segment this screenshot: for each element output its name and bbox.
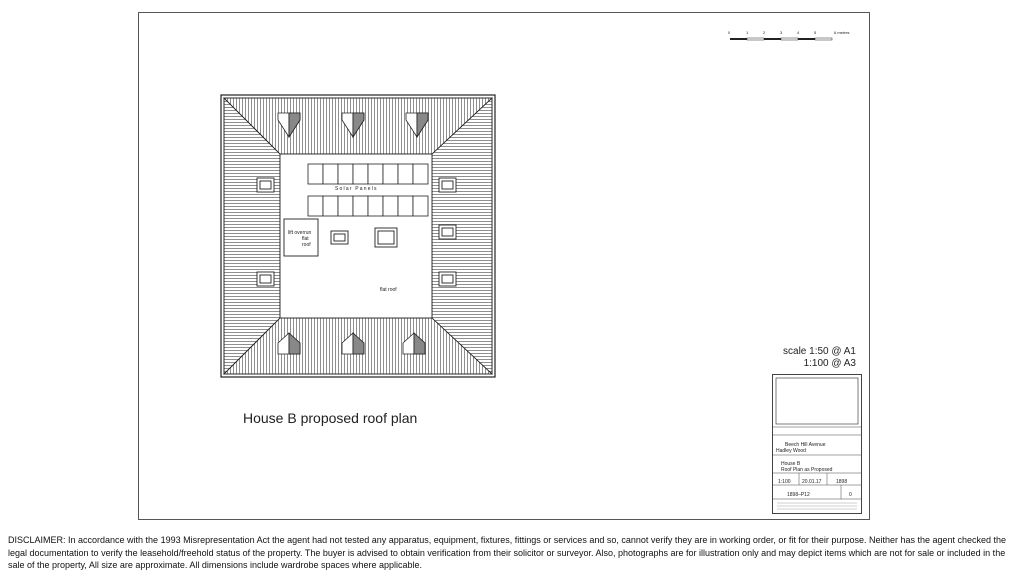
scale-bar [728,34,838,46]
scale-note-a3: 1:100 @ A3 [803,358,856,369]
rooflight-right-2 [439,225,456,239]
scalebar-unit: 6 metres [834,30,850,35]
drawing-line-1: House B [781,461,801,467]
lift-overrun [284,219,318,256]
rooflight-centre-2 [375,228,397,247]
lift-roof-label: roof [302,242,311,248]
project-line-2: Hadley Wood [776,448,806,454]
scalebar-tick-2: 2 [763,30,766,35]
rooflight-left-1 [257,178,274,192]
drawing-title: House B proposed roof plan [243,410,418,426]
drawing-number-value: 1898–P12 [787,492,810,498]
title-block [772,374,862,514]
rooflight-right-1 [439,178,456,192]
date-value: 20.01.17 [802,479,822,485]
lift-overrun-label: lift overrun [288,230,312,236]
project-line-1: Beech Hill Avenue [785,442,826,448]
scalebar-tick-3: 3 [780,30,783,35]
scalebar-tick-0: 0 [728,30,731,35]
solar-panels-lower [308,196,428,216]
flat-roof-label: flat roof [380,287,397,293]
job-value: 1898 [836,479,848,485]
revision-value: 0 [849,492,852,498]
rooflight-right-3 [439,272,456,286]
scale-value: 1:100 [778,479,791,485]
disclaimer-text: DISCLAIMER: In accordance with the 1993 Misrepresentation Act the agent had not tested any apparatus, equipment, fixtures, fittings or services and so, cannot verify they are in working order, or fit for their purpose. Neither has the agent checked the legal documentation to verify the leasehold/freehold status of the property. The buyer is advised to obtain verification from their solicitor or surveyor. Also, photographs are for illustration only and may depict items which are not for sale or included in the sale of the property, All size are approximate. All dimensions include wardrobe spaces where applicable. [8,535,1007,570]
scale-note-a1: scale 1:50 @ A1 [783,346,856,357]
roof-plan [218,92,498,382]
rooflight-centre-1 [331,231,348,244]
lift-flat-label: flat [302,236,309,242]
scalebar-tick-4: 4 [797,30,800,35]
drawing-line-2: Roof Plan as Proposed [781,467,833,473]
solar-panels-upper [308,164,428,184]
scalebar-tick-1: 1 [746,30,749,35]
solar-panels-label: Solar Panels [335,186,378,192]
scalebar-tick-5: 5 [814,30,817,35]
rooflight-left-2 [257,272,274,286]
